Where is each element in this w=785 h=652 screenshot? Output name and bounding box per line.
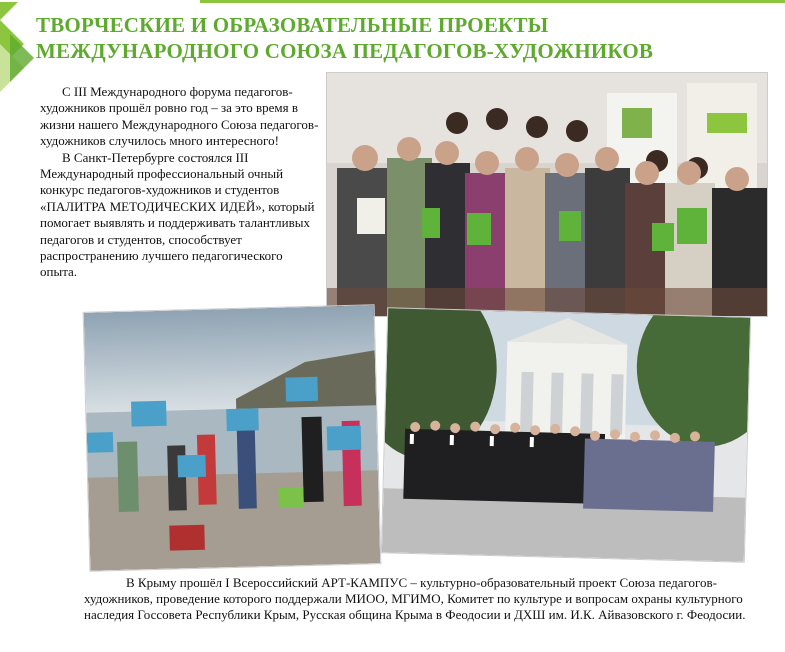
photo-beach-students: [83, 304, 382, 572]
photo-campus-group: [381, 307, 751, 562]
intro-paragraph-1: С III Международного форума педагогов-художников прошёл ровно год – за это время в жизни нашего Международного Союза педагогов-художников случилось много интересного!: [40, 84, 319, 149]
intro-text: [40, 84, 322, 281]
footer-paragraph: В Крыму прошёл I Всероссийский АРТ-КАМПУС – культурно-образовательный проект Союза педагогов-художников, проведение которого поддержали МИОО, МГИМО, Комитет по культуре и вопросам охраны культурного наследия Госсовета Республики Крым, Русская община Крыма в Феодосии и ДХШ им. И.К. Айвазовского г. Феодосии.: [84, 575, 746, 623]
photo-award-ceremony: [326, 72, 768, 317]
intro-paragraph-2: В Санкт-Петербурге состоялся III Международный профессиональный очный конкурс педагогов-художников и студентов «ПАЛИТРА МЕТОДИЧЕСКИХ ИДЕЙ», который помогает выявлять и поддерживать талантливых педагогов и студентов, способствует распространению лучшего педагогического опыта.: [40, 149, 315, 280]
page-title: ТВОРЧЕСКИЕ И ОБРАЗОВАТЕЛЬНЫЕ ПРОЕКТЫ МЕЖДУНАРОДНОГО СОЮЗА ПЕДАГОГОВ-ХУДОЖНИКОВ: [36, 13, 654, 63]
footer-text: [84, 575, 764, 624]
corner-decoration: [0, 0, 40, 100]
top-rule: [200, 0, 785, 3]
